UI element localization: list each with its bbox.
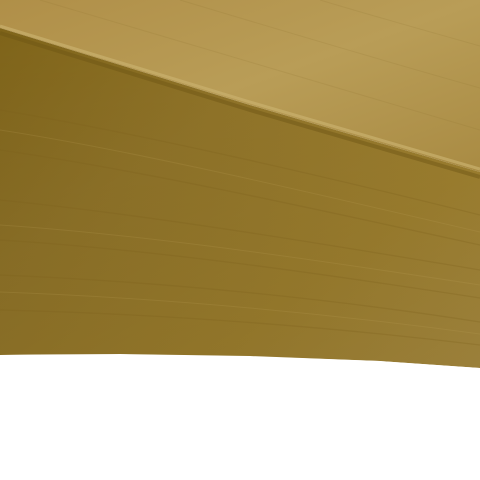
white-lower-area [0, 354, 480, 480]
